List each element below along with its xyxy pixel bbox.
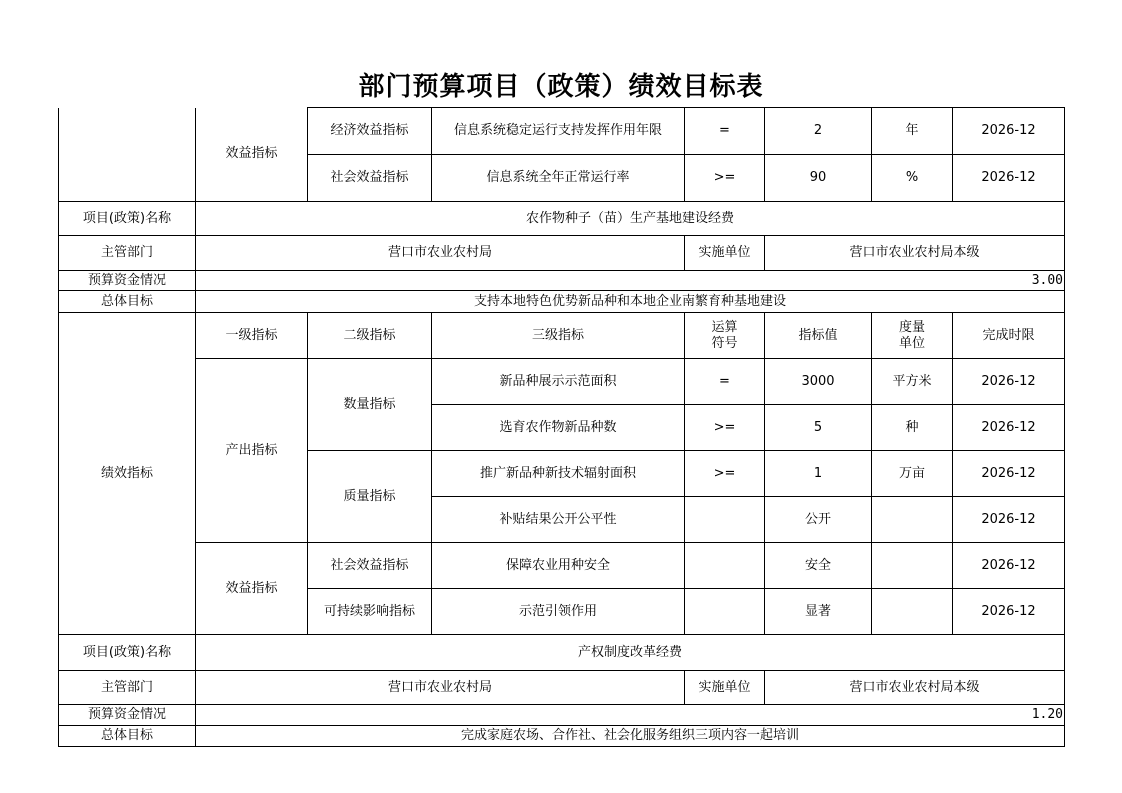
goal-label: 总体目标	[59, 726, 196, 747]
operator: >=	[685, 405, 765, 451]
header-level3: 三级指标	[432, 313, 685, 359]
perf-indicator-label: 绩效指标	[59, 313, 196, 635]
budget-label: 预算资金情况	[59, 271, 196, 291]
table-row	[59, 635, 1065, 671]
deadline: 2026-12	[953, 155, 1065, 202]
dept-label: 主管部门	[59, 236, 196, 271]
target-value: 显著	[765, 589, 872, 635]
unit	[872, 543, 953, 589]
budget-value: 3.00	[196, 271, 1065, 291]
deadline: 2026-12	[953, 543, 1065, 589]
project-name-label: 项目(政策)名称	[59, 635, 196, 671]
unit: 万亩	[872, 451, 953, 497]
level3-indicator: 新品种展示示范面积	[432, 359, 685, 405]
unit: 种	[872, 405, 953, 451]
project-name: 农作物种子（苗）生产基地建设经费	[196, 202, 1065, 236]
table-row	[59, 271, 1065, 291]
table-row	[59, 359, 1065, 405]
target-value: 安全	[765, 543, 872, 589]
impl-value: 营口市农业农村局本级	[765, 236, 1065, 271]
budget-value: 1.20	[196, 705, 1065, 726]
deadline: 2026-12	[953, 108, 1065, 155]
target-value: 90	[765, 155, 872, 202]
operator	[685, 497, 765, 543]
dept-label: 主管部门	[59, 671, 196, 705]
target-value: 1	[765, 451, 872, 497]
goal-label: 总体目标	[59, 291, 196, 313]
level2-indicator: 社会效益指标	[308, 155, 432, 202]
level3-indicator: 推广新品种新技术辐射面积	[432, 451, 685, 497]
operator: =	[685, 108, 765, 155]
impl-label: 实施单位	[685, 671, 765, 705]
unit	[872, 589, 953, 635]
level3-indicator: 选育农作物新品种数	[432, 405, 685, 451]
header-deadline: 完成时限	[953, 313, 1065, 359]
level1-indicator: 效益指标	[196, 108, 308, 202]
level3-indicator: 补贴结果公开公平性	[432, 497, 685, 543]
operator	[685, 543, 765, 589]
goal-value: 完成家庭农场、合作社、社会化服务组织三项内容一起培训	[196, 726, 1065, 747]
level3-indicator: 信息系统全年正常运行率	[432, 155, 685, 202]
unit: 平方米	[872, 359, 953, 405]
target-value: 3000	[765, 359, 872, 405]
deadline: 2026-12	[953, 359, 1065, 405]
deadline: 2026-12	[953, 497, 1065, 543]
table-row	[59, 671, 1065, 705]
level2-indicator: 经济效益指标	[308, 108, 432, 155]
project-name: 产权制度改革经费	[196, 635, 1065, 671]
header-operator: 运算 符号	[685, 313, 765, 359]
dept-value: 营口市农业农村局	[196, 671, 685, 705]
header-value: 指标值	[765, 313, 872, 359]
level2-indicator: 数量指标	[308, 359, 432, 451]
dept-value: 营口市农业农村局	[196, 236, 685, 271]
table-row	[59, 543, 1065, 589]
impl-value: 营口市农业农村局本级	[765, 671, 1065, 705]
budget-label: 预算资金情况	[59, 705, 196, 726]
level2-indicator: 可持续影响指标	[308, 589, 432, 635]
deadline: 2026-12	[953, 451, 1065, 497]
deadline: 2026-12	[953, 405, 1065, 451]
header-unit: 度量 单位	[872, 313, 953, 359]
table-row	[59, 705, 1065, 726]
table-row	[59, 202, 1065, 236]
deadline: 2026-12	[953, 589, 1065, 635]
table-row	[59, 236, 1065, 271]
level3-indicator: 信息系统稳定运行支持发挥作用年限	[432, 108, 685, 155]
project-name-label: 项目(政策)名称	[59, 202, 196, 236]
blank-cell	[59, 108, 196, 202]
performance-table	[58, 107, 1065, 747]
target-value: 5	[765, 405, 872, 451]
level1-indicator: 产出指标	[196, 359, 308, 543]
table-row	[59, 313, 1065, 359]
unit	[872, 497, 953, 543]
operator: >=	[685, 155, 765, 202]
table-row	[59, 291, 1065, 313]
page-title: 部门预算项目（政策）绩效目标表	[358, 72, 764, 102]
unit: 年	[872, 108, 953, 155]
operator: >=	[685, 451, 765, 497]
unit: %	[872, 155, 953, 202]
level3-indicator: 保障农业用种安全	[432, 543, 685, 589]
table-row	[59, 108, 1065, 155]
impl-label: 实施单位	[685, 236, 765, 271]
goal-value: 支持本地特色优势新品种和本地企业南繁育种基地建设	[196, 291, 1065, 313]
header-level2: 二级指标	[308, 313, 432, 359]
operator	[685, 589, 765, 635]
level3-indicator: 示范引领作用	[432, 589, 685, 635]
table-row	[59, 726, 1065, 747]
operator: =	[685, 359, 765, 405]
header-level1: 一级指标	[196, 313, 308, 359]
level1-indicator: 效益指标	[196, 543, 308, 635]
level2-indicator: 质量指标	[308, 451, 432, 543]
target-value: 公开	[765, 497, 872, 543]
level2-indicator: 社会效益指标	[308, 543, 432, 589]
target-value: 2	[765, 108, 872, 155]
